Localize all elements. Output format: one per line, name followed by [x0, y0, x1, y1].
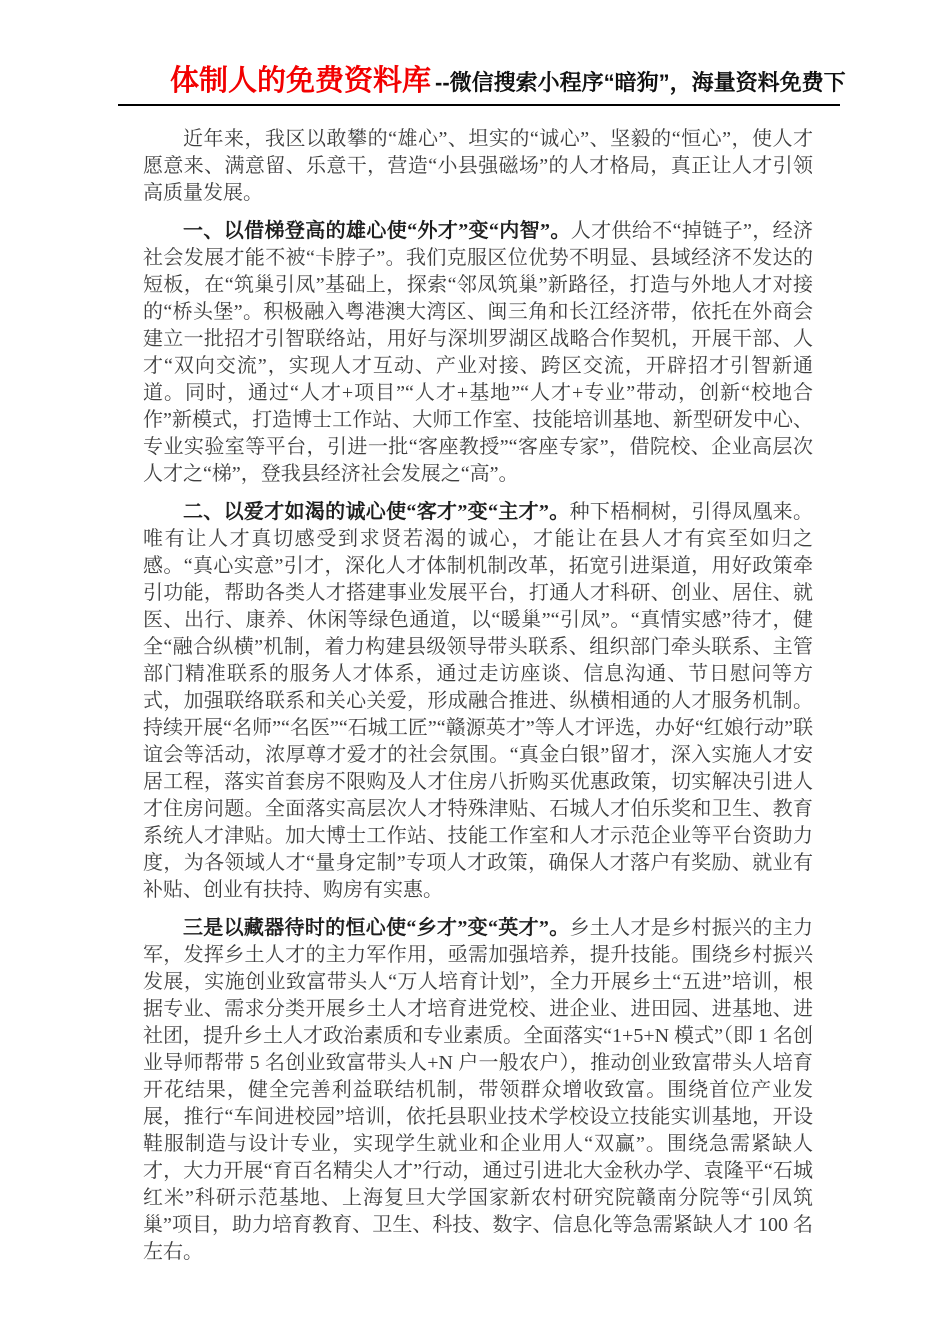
- paragraph-section-2: [143, 499, 813, 904]
- paragraph-section-3: [143, 915, 813, 1266]
- header-tagline: --微信搜索小程序“暗狗”，海量资料免费下: [435, 70, 846, 95]
- header-text-row: [170, 58, 846, 99]
- paragraph-text: 近年来，我区以敢攀的“雄心”、坦实的“诚心”、坚毅的“恒心”，使人才愿意来、满意留、乐意干，营造“小县强磁场”的人才格局，真正让人才引领高质量发展。: [143, 128, 813, 204]
- section-3-heading: 三是以藏器待时的恒心使“乡才”变“英才”。: [183, 917, 570, 939]
- paragraph-text: 乡土人才是乡村振兴的主力军，发挥乡土人才的主力军作用，亟需加强培养，提升技能。围绕乡村振兴发展，实施创业致富带头人“万人培育计划”，全力开展乡土“五进”培训，根据专业、需求分类开展乡土人才培育进党校、进企业、进田园、进基地、进社团，提升乡土人才政治素质和专业素质。全面落实“1+5+N 模式”（即 1 名创业导师帮带 5 名创业致富带头人+N 户一般农户），推动创业致富带头人培育开花结果，健全完善利益联结机制，带领群众增收致富。围绕首位产业发展，推行“车间进校园”培训，依托县职业技术学校设立技能实训基地，开设鞋服制造与设计专业，实现学生就业和企业用人“双赢”。围绕急需紧缺人才，大力开展“育百名精尖人才”行动，通过引进北大金秋办学、袁隆平“石城红米”科研示范基地、上海复旦大学国家新农村研究院赣南分院等“引凤筑巢”项目，助力培育教育、卫生、科技、数字、信息化等急需紧缺人才 100 名左右。: [143, 917, 813, 1263]
- paragraph-text: 人才供给不“掉链子”，经济社会发展才能不被“卡脖子”。我们克服区位优势不明显、县域经济不发达的短板，在“筑巢引凤”基础上，探索“邻凤筑巢”新路径，打造与外地人才对接的“桥头堡”。积极融入粤港澳大湾区、闽三角和长江经济带，依托在外商会建立一批招才引智联络站，用好与深圳罗湖区战略合作契机，开展干部、人才“双向交流”，实现人才互动、产业对接、跨区交流，开辟招才引智新通道。同时，通过“人才+项目”“人才+基地”“人才+专业”带动，创新“校地合作”新模式，打造博士工作站、大师工作室、技能培训基地、新型研发中心、专业实验室等平台，引进一批“客座教授”“客座专家”，借院校、企业高层次人才之“梯”，登我县经济社会发展之“高”。: [143, 220, 813, 485]
- section-2-heading: 二、以爱才如渴的诚心使“客才”变“主才”。: [183, 501, 570, 523]
- paragraph-intro: [143, 126, 813, 207]
- page-header: [118, 58, 846, 106]
- brand-title: 体制人的免费资料库: [170, 65, 432, 97]
- paragraph-section-1: [143, 218, 813, 488]
- section-1-heading: 一、以借梯登高的雄心使“外才”变“内智”。: [183, 220, 571, 242]
- paragraph-text: 种下梧桐树，引得凤凰来。唯有让人才真切感受到求贤若渴的诚心，才能让在县人才有宾至如归之感。“真心实意”引才，深化人才体制机制改革，拓宽引进渠道，用好政策牵引功能，帮助各类人才搭建事业发展平台，打通人才科研、创业、居住、就医、出行、康养、休闲等绿色通道，以“暖巢”“引凤”。“真情实感”待才，健全“融合纵横”机制，着力构建县级领导带头联系、组织部门牵头联系、主管部门精准联系的服务人才体系，通过走访座谈、信息沟通、节日慰问等方式，加强联络联系和关心关爱，形成融合推进、纵横相通的人才服务机制。持续开展“名师”“名医”“石城工匠”“赣源英才”等人才评选，办好“红娘行动”联谊会等活动，浓厚尊才爱才的社会氛围。“真金白银”留才，深入实施人才安居工程，落实首套房不限购及人才住房八折购买优惠政策，切实解决引进人才住房问题。全面落实高层次人才特殊津贴、石城人才伯乐奖和卫生、教育系统人才津贴。加大博士工作站、技能工作室和人才示范企业等平台资助力度，为各领域人才“量身定制”专项人才政策，确保人才落户有奖励、就业有补贴、创业有扶持、购房有实惠。: [143, 501, 813, 901]
- document-body: [143, 126, 813, 1277]
